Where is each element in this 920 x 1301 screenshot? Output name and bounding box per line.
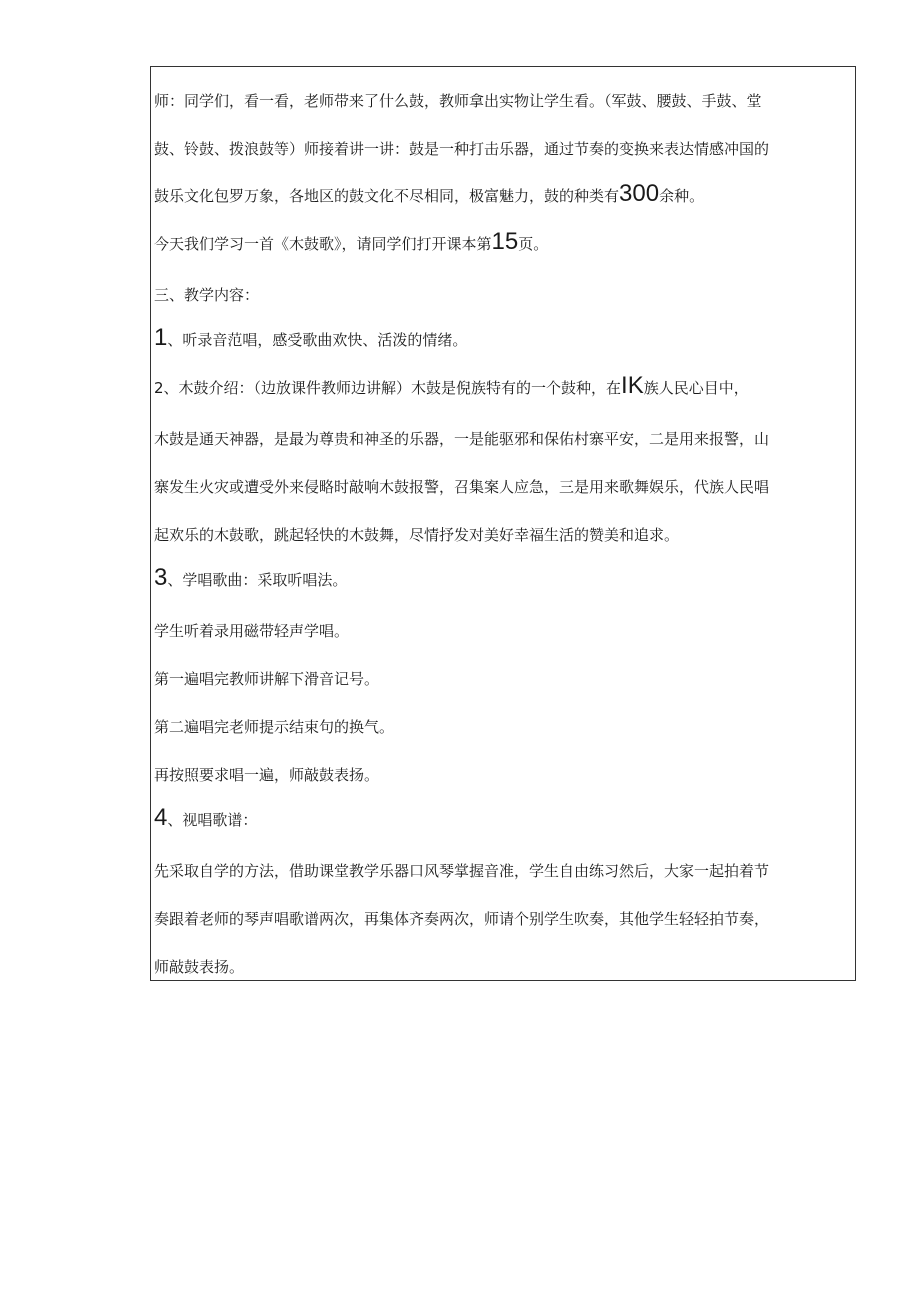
intro-line-3-end: 余种。 [659, 187, 705, 205]
page-number: 15 [491, 228, 519, 255]
item-3-number: 3 [154, 564, 168, 591]
item-2-text: 2、木鼓介绍：（边放课件教师边讲解）木鼓是倪族特有的一个鼓种，在 [154, 379, 622, 397]
today-end: 页。 [518, 235, 549, 253]
item-4-number: 4 [154, 804, 168, 831]
intro-line-2: 鼓、铃鼓、拨浪鼓等）师接着讲一讲：鼓是一种打击乐器，通过节奏的变换来表达情感冲国的 [154, 140, 770, 158]
item-3-text: 、学唱歌曲：采取听唱法。 [167, 571, 348, 589]
intro-line-3-text: 鼓乐文化包罗万象，各地区的鼓文化不尽相同，极富魅力，鼓的种类有 [154, 187, 620, 205]
intro-line-3 [154, 180, 854, 208]
item-4-line-2: 奏跟着老师的琴声唱歌谱两次，再集体齐奏两次，师请个别学生吹奏，其他学生轻轻拍节奏， [154, 910, 770, 928]
item-2-line-2: 木鼓是通天神器，是最为尊贵和神圣的乐器，一是能驱邪和保佑村寨平安，二是用来报警，山 [154, 430, 770, 448]
item-1 [154, 324, 854, 352]
today-line [154, 228, 854, 256]
item-2-line-4: 起欢乐的木鼓歌，跳起轻快的木鼓舞，尽情抒发对美好幸福生活的赞美和追求。 [154, 526, 680, 544]
item-1-text: 、听录音范唱，感受歌曲欢快、活泼的情绪。 [167, 331, 468, 349]
intro-line-1: 师：同学们，看一看，老师带来了什么鼓，教师拿出实物让学生看。（军鼓、腰鼓、手鼓、堂 [154, 92, 762, 110]
item-3-step-1: 学生听着录用磁带轻声学唱。 [154, 622, 350, 640]
item-3-step-3: 第二遍唱完老师提示结束句的换气。 [154, 718, 395, 736]
item-4-line-3: 师敲鼓表扬。 [154, 958, 245, 976]
item-3-step-4: 再按照要求唱一遍，师敲鼓表扬。 [154, 766, 380, 784]
item-4 [154, 804, 854, 832]
item-2-line-3: 寨发生火灾或遭受外来侵略时敲响木鼓报警，召集案人应急，三是用来歌舞娱乐，代族人民唱 [154, 478, 770, 496]
item-1-number: 1 [154, 324, 168, 351]
item-2-end: 族人民心目中， [643, 379, 749, 397]
item-4-line-1: 先采取自学的方法，借助课堂教学乐器口风琴掌握音准，学生自由练习然后，大家一起拍着节 [154, 862, 770, 880]
item-4-text: 、视唱歌谱： [167, 811, 258, 829]
section-heading: 三、教学内容： [154, 286, 260, 304]
drum-count: 300 [619, 180, 660, 207]
item-2-line-1 [154, 372, 854, 400]
ethnic-label: IK [621, 372, 644, 399]
today-text: 今天我们学习一首《木鼓歌》，请同学们打开课本第 [154, 235, 492, 253]
item-3 [154, 564, 854, 592]
item-3-step-2: 第一遍唱完教师讲解下滑音记号。 [154, 670, 380, 688]
